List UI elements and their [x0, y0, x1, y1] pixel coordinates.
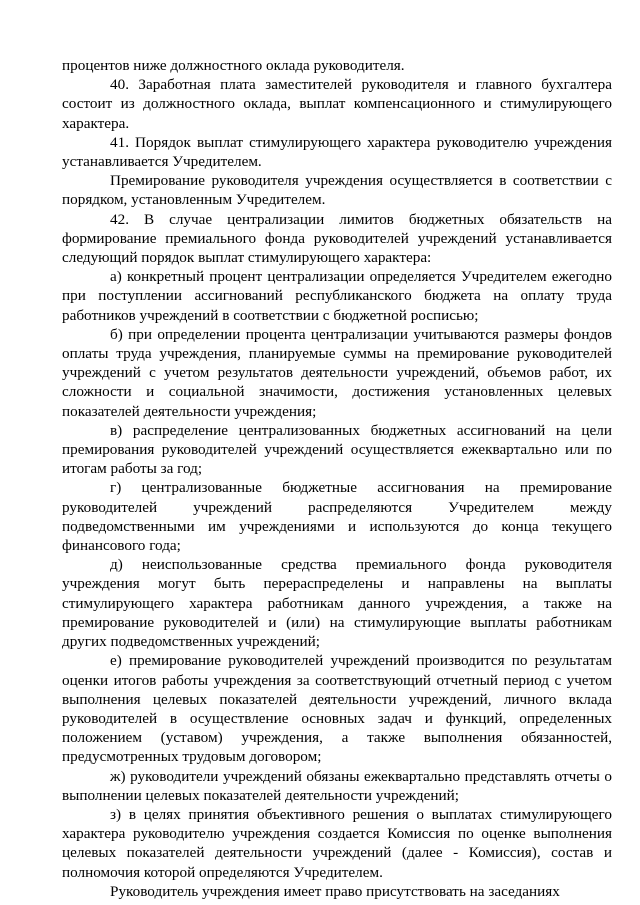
- paragraph-42-d: д) неиспользованные средства премиального фонда руководителя учреждения могут быть перераспределены и направлены на выплаты стимулирующего характера работникам данного учреждения, а также на премирование руководителей и (или) на стимулирующие выплаты работникам других подведомственных учреждений;: [62, 556, 612, 651]
- paragraph-42: 42. В случае централизации лимитов бюджетных обязательств на формирование премиального фонда руководителей учреждений устанавливается следующий порядок выплат стимулирующего характера:: [62, 210, 612, 267]
- paragraph-42-a: а) конкретный процент централизации определяется Учредителем ежегодно при поступлении ассигнований республиканского бюджета на оплату труда работников учреждений в соответствии с бюджетной росписью;: [62, 268, 612, 324]
- paragraph-42-g: г) централизованные бюджетные ассигнования на премирование руководителей учреждений распределяются Учредителем между подведомственными им учреждениями и используются до конца текущего финансового года;: [62, 479, 612, 555]
- paragraph-41-bonus: Премирование руководителя учреждения осуществляется в соответствии с порядком, установленным Учредителем.: [62, 172, 612, 209]
- paragraph-42-zh: ж) руководители учреждений обязаны ежеквартально представлять отчеты о выполнении целевых показателей деятельности учреждений;: [62, 767, 612, 804]
- paragraph-42-v: в) распределение централизованных бюджетных ассигнований на цели премирования руководителей учреждений осуществляется ежеквартально или по итогам работы за год;: [62, 421, 612, 478]
- paragraph-42-b: б) при определении процента централизации учитываются размеры фондов оплаты труда учреждения, планируемые суммы на премирование руководителей учреждений с учетом результатов деятельности учреждений, объемов работ, их сложности и социальной значимости, достижения установленных целевых показателей деятельности учреждения;: [62, 325, 612, 420]
- document-page: [62, 56, 612, 901]
- paragraph-manager-right: Руководитель учреждения имеет право присутствовать на заседаниях: [110, 882, 560, 900]
- paragraph-41: 41. Порядок выплат стимулирующего характера руководителю учреждения устанавливается Учредителем.: [62, 133, 612, 171]
- paragraph-40: 40. Заработная плата заместителей руководителя и главного бухгалтера состоит из должностного оклада, выплат компенсационного и стимулирующего характера.: [62, 76, 612, 132]
- paragraph-42-e: е) премирование руководителей учреждений производится по результатам оценки итогов работы учреждения за соответствующий отчетный период с учетом выполнения целевых показателей деятельности учреждений, личного вклада руководителей в осуществление основных задач и функций, определенных положением (уставом) учреждения, а также выполнения обязанностей, предусмотренных трудовым договором;: [62, 652, 612, 766]
- paragraph-continuation: процентов ниже должностного оклада руководителя.: [62, 57, 405, 74]
- paragraph-42-z: з) в целях принятия объективного решения о выплатах стимулирующего характера руководителю учреждения создается Комиссия по оценке выполнения целевых показателей деятельности учреждений (далее - Комиссия), состав и полномочия которой определяются Учредителем.: [62, 805, 612, 881]
